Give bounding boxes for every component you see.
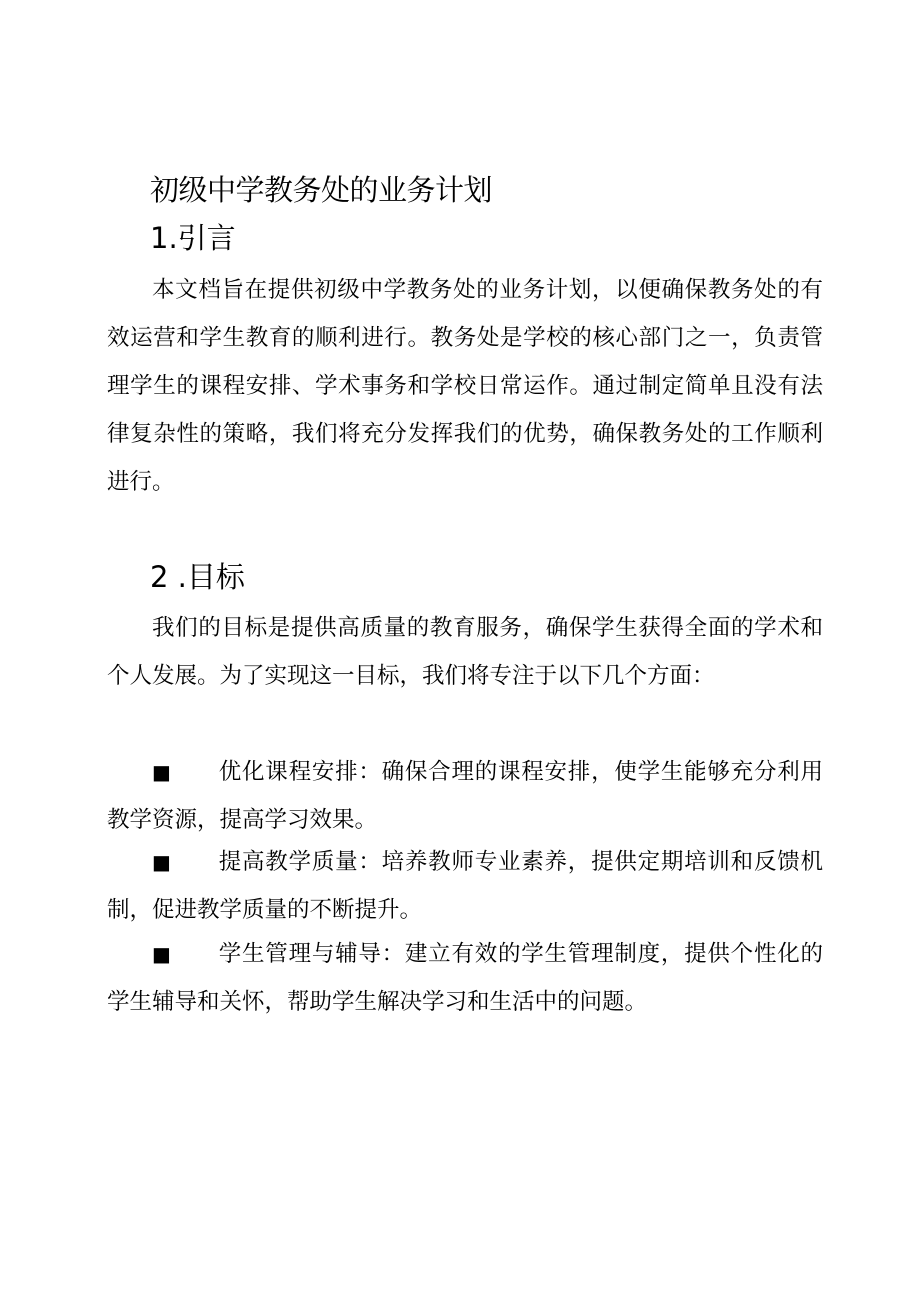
bullet-item — [107, 838, 823, 934]
document-title: 初级中学教务处的业务计划 — [150, 173, 493, 207]
bullet-item — [107, 930, 823, 1026]
bullet-square-icon: ■ — [152, 850, 171, 874]
section-2-heading: 2 .目标 — [150, 560, 245, 594]
bullet-text: 学生管理与辅导：建立有效的学生管理制度，提供个性化的学生辅导和关怀，帮助学生解决学习和生活中的问题。 — [107, 941, 823, 1015]
section-1-heading: 1.引言 — [150, 221, 236, 255]
bullet-square-icon: ■ — [152, 942, 171, 966]
section-1-paragraph: 本文档旨在提供初级中学教务处的业务计划，以便确保教务处的有效运营和学生教育的顺利进行。教务处是学校的核心部门之一，负责管理学生的课程安排、学术事务和学校日常运作。通过制定简单且没有法律复杂性的策略，我们将充分发挥我们的优势，确保教务处的工作顺利进行。 — [107, 277, 823, 495]
bullet-text: 优化课程安排：确保合理的课程安排，使学生能够充分利用教学资源，提高学习效果。 — [107, 759, 823, 833]
bullet-square-icon: ■ — [152, 760, 171, 784]
bullet-item — [107, 748, 823, 844]
bullet-text: 提高教学质量：培养教师专业素养，提供定期培训和反馈机制，促进教学质量的不断提升。 — [107, 849, 823, 923]
section-2-paragraph: 我们的目标是提供高质量的教育服务，确保学生获得全面的学术和个人发展。为了实现这一目标，我们将专注于以下几个方面： — [107, 615, 823, 689]
